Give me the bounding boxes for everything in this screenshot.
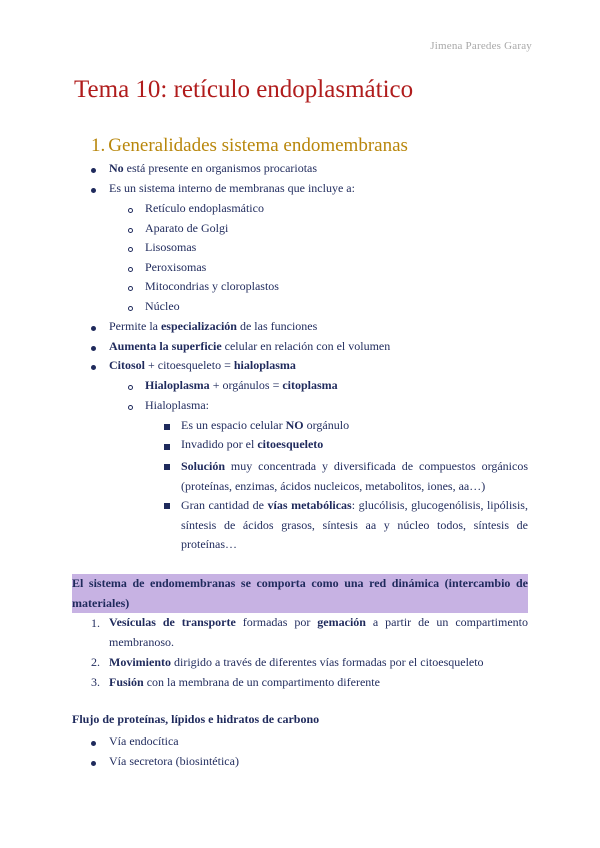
list-number: 3. <box>91 675 100 689</box>
bullet-icon <box>91 346 96 351</box>
list-item: Solución muy concentrada y diversificada de compuestos orgánicos (proteínas, enzimas, ácidos nucleicos, metabolitos, iones, aa…) <box>181 459 528 493</box>
circle-bullet-icon <box>128 208 133 213</box>
author-name: Jimena Paredes Garay <box>430 40 532 52</box>
list-number: 1. <box>91 616 100 630</box>
subsection-heading: Flujo de proteínas, lípidos e hidratos de carbono <box>72 712 320 726</box>
bullet-icon <box>91 168 96 173</box>
list-item: Fusión con la membrana de un compartimento diferente <box>109 675 380 689</box>
list-item: Permite la especialización de las funciones <box>109 319 318 333</box>
circle-bullet-icon <box>128 385 133 390</box>
list-item: Aparato de Golgi <box>145 221 229 235</box>
section-number: 1. <box>91 135 106 156</box>
square-bullet-icon <box>164 444 170 450</box>
highlighted-statement: El sistema de endomembranas se comporta como una red dinámica (intercambio de materiales) <box>72 574 528 613</box>
list-item: Gran cantidad de vías metabólicas: glucólisis, glucogenólisis, lipólisis, síntesis de ácidos grasos, síntesis aa y núcleo todos, síntesis de proteínas… <box>181 498 528 551</box>
list-item: Es un sistema interno de membranas que incluye a: <box>109 181 355 195</box>
circle-bullet-icon <box>128 228 133 233</box>
bullet-icon <box>91 326 96 331</box>
list-item: Movimiento dirigido a través de diferentes vías formadas por el citoesqueleto <box>109 655 484 669</box>
list-item: Mitocondrias y cloroplastos <box>145 279 279 293</box>
list-item: Núcleo <box>145 299 180 313</box>
page-title: Tema 10: retículo endoplasmático <box>74 76 414 103</box>
bullet-icon <box>91 365 96 370</box>
list-item: Retículo endoplasmático <box>145 201 264 215</box>
list-item: Vía secretora (biosintética) <box>109 754 239 768</box>
list-item: Invadido por el citoesqueleto <box>181 437 324 451</box>
square-bullet-icon <box>164 464 170 470</box>
square-bullet-icon <box>164 503 170 509</box>
list-item: Peroxisomas <box>145 260 207 274</box>
list-item: Vía endocítica <box>109 734 179 748</box>
bullet-icon <box>91 741 96 746</box>
list-item: Citosol + citoesqueleto = hialoplasma <box>109 358 296 372</box>
bullet-icon <box>91 188 96 193</box>
list-item: Hialoplasma + orgánulos = citoplasma <box>145 378 338 392</box>
list-item: Es un espacio celular NO orgánulo <box>181 418 350 432</box>
section-title: Generalidades sistema endomembranas <box>108 135 408 156</box>
list-number: 2. <box>91 655 100 669</box>
bullet-icon <box>91 761 96 766</box>
circle-bullet-icon <box>128 267 133 272</box>
square-bullet-icon <box>164 424 170 430</box>
list-item: No está presente en organismos procariotas <box>109 161 318 175</box>
list-item: Lisosomas <box>145 240 197 254</box>
list-item: Vesículas de transporte formadas por gemación a partir de un compartimento membranoso. <box>109 615 528 649</box>
circle-bullet-icon <box>128 247 133 252</box>
list-item: Hialoplasma: <box>145 398 209 412</box>
circle-bullet-icon <box>128 306 133 311</box>
section-heading <box>91 135 408 157</box>
circle-bullet-icon <box>128 405 133 410</box>
circle-bullet-icon <box>128 286 133 291</box>
list-item: Aumenta la superficie celular en relación con el volumen <box>109 339 391 353</box>
